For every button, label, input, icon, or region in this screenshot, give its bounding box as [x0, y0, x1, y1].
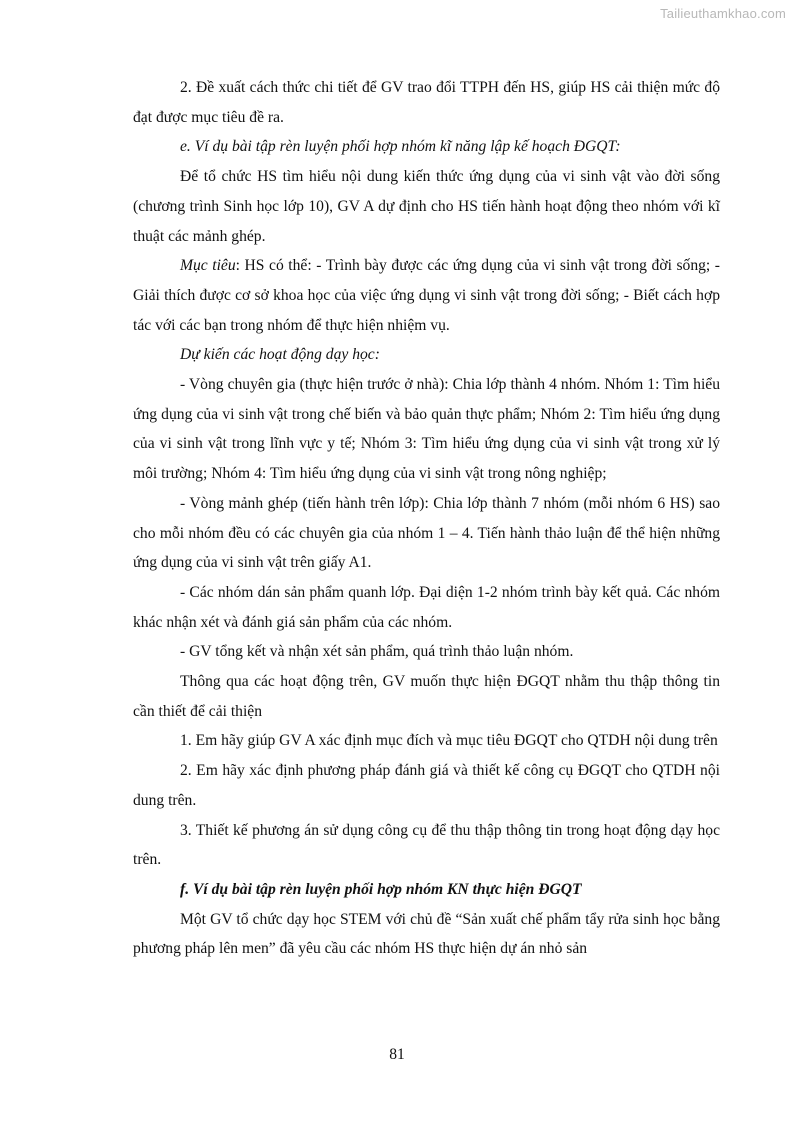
objectives-label: Mục tiêu — [180, 257, 236, 275]
paragraph-product-display: - Các nhóm dán sản phẩm quanh lớp. Đại diện 1-2 nhóm trình bày kết quả. Các nhóm khác nhận xét và đánh giá sản phẩm của các nhóm. — [133, 583, 720, 631]
task-item-1: 1. Em hãy giúp GV A xác định mục đích và mục tiêu ĐGQT cho QTDH nội dung trên — [180, 732, 718, 750]
paragraph-teacher-summary: - GV tổng kết và nhận xét sản phẩm, quá trình thảo luận nhóm. — [180, 643, 574, 661]
section-heading-f: f. Ví dụ bài tập rèn luyện phối hợp nhóm KN thực hiện ĐGQT — [180, 880, 582, 898]
paragraph-expert-round: - Vòng chuyên gia (thực hiện trước ở nhà): Chia lớp thành 4 nhóm. Nhóm 1: Tìm hiểu ứng dụng của vi sinh vật trong chế biến và bảo quản thực phẩm; Nhóm 2: Tìm hiểu ứng dụng của vi sinh vật trong lĩnh vực y tế; Nhóm 3: Tìm hiểu ứng dụng của vi sinh vật trong xử lý môi trường; Nhóm 4: Tìm hiểu ứng dụng của vi sinh vật trong nông nghiệp; — [133, 376, 720, 483]
page-number: 81 — [389, 1046, 405, 1063]
page-body — [133, 73, 720, 964]
paragraph-assessment-intro: Thông qua các hoạt động trên, GV muốn thực hiện ĐGQT nhằm thu thập thông tin cần thiết để cải thiện — [133, 673, 720, 720]
objectives-text: : HS có thể: - Trình bày được các ứng dụng của vi sinh vật trong đời sống; - Giải thích được cơ sở khoa học của việc ứng dụng vi sinh vật trong đời sống; - Biết cách hợp tác với các bạn trong nhóm để thực hiện nhiệm vụ. — [133, 257, 720, 334]
watermark: Tailieuthamkhao.com — [660, 6, 786, 21]
paragraph-item-2-proposal: 2. Đề xuất cách thức chi tiết để GV trao đổi TTPH đến HS, giúp HS cải thiện mức độ đạt được mục tiêu đề ra. — [133, 79, 720, 126]
paragraph-context: Để tổ chức HS tìm hiểu nội dung kiến thức ứng dụng của vi sinh vật vào đời sống (chương trình Sinh học lớp 10), GV A dự định cho HS tiến hành hoạt động theo nhóm với kĩ thuật các mảnh ghép. — [133, 168, 720, 245]
paragraph-stem-example: Một GV tổ chức dạy học STEM với chủ đề “Sản xuất chế phẩm tẩy rửa sinh học bằng phương pháp lên men” đã yêu cầu các nhóm HS thực hiện dự án nhỏ sản — [133, 910, 720, 958]
section-heading-e: e. Ví dụ bài tập rèn luyện phối hợp nhóm kĩ năng lập kế hoạch ĐGQT: — [180, 138, 621, 156]
paragraph-objectives — [133, 251, 720, 340]
activities-heading: Dự kiến các hoạt động dạy học: — [180, 346, 380, 364]
task-item-2: 2. Em hãy xác định phương pháp đánh giá và thiết kế công cụ ĐGQT cho QTDH nội dung trên. — [133, 762, 720, 809]
paragraph-jigsaw-round: - Vòng mảnh ghép (tiến hành trên lớp): Chia lớp thành 7 nhóm (mỗi nhóm 6 HS) sao cho mỗi nhóm đều có các chuyên gia của nhóm 1 – 4. Tiến hành thảo luận để thể hiện những ứng dụng của vi sinh vật trên giấy A1. — [133, 494, 720, 572]
task-item-3: 3. Thiết kế phương án sử dụng công cụ để thu thập thông tin trong hoạt động dạy học trên. — [133, 821, 720, 869]
